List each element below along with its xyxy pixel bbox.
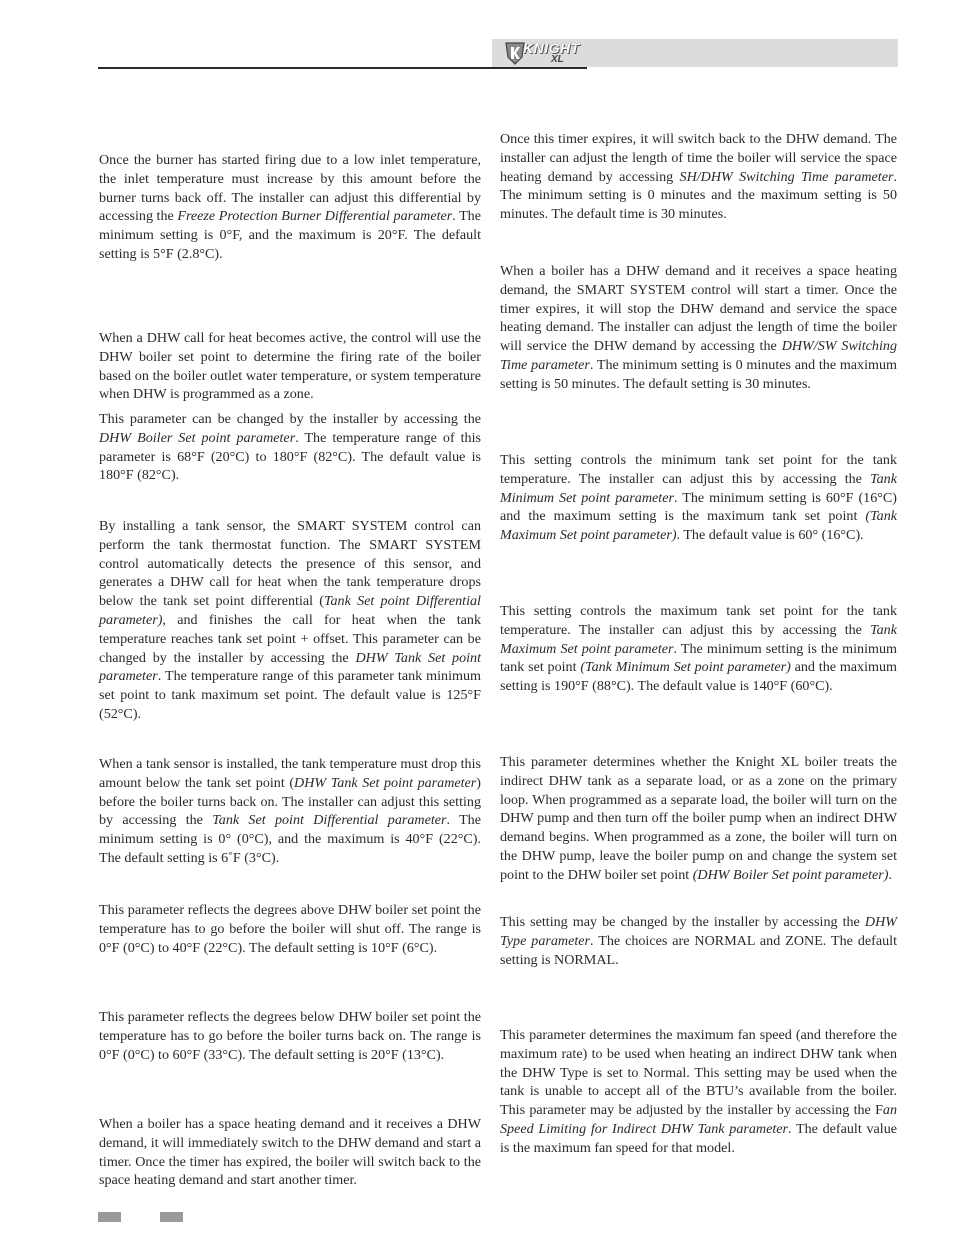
text-run: ) before the boiler turns back on. The installer can adjust this setting by accessing the: [99, 774, 481, 829]
text-run: .: [888, 866, 892, 883]
parameter-name: DHW Type parameter: [500, 914, 897, 949]
text-run: When a boiler has a space heating demand and it receives a DHW demand, it will immediately switch to the DHW demand and start a timer. Once the timer has expired, the boiler will switch back to the space heating demand and start another timer.: [99, 1116, 481, 1189]
text-run: . The choices are NORMAL and ZONE. The default setting is NORMAL.: [500, 932, 897, 968]
parameter-name: (Tank Maximum Set point parameter): [500, 508, 897, 544]
text-run: . The minimum setting is 0 minutes and the maximum setting is 50 minutes. The default time is 30 minutes.: [500, 168, 897, 223]
paragraph-dhw-boiler-setpoint-range: [99, 410, 481, 485]
paragraph-tank-setpoint-differential: [99, 755, 481, 868]
text-run: . The minimum setting is 0° (0°C), and the maximum is 40°F (22°C). The default setting is 6˚F (3°C).: [99, 812, 481, 866]
paragraph-dhw-sh-switching: [99, 1115, 481, 1190]
paragraph-dhw-type-parameter: [500, 913, 897, 969]
text-run: . The temperature range of this parameter is 68°F (20°C) to 180°F (82°C). The default value is 180°F (82°C).: [99, 429, 482, 484]
parameter-name: Tank Set point Differential parameter): [99, 593, 481, 628]
parameter-name: DHW Tank Set point parameter: [99, 649, 481, 685]
parameter-name: (DHW Boiler Set point parameter): [692, 866, 889, 883]
text-run: and the maximum setting is 190°F (88°C). The default value is 140°F (60°C).: [500, 659, 897, 695]
text-run: . The default value is 60° (16°C).: [676, 527, 864, 544]
text-run: When a tank sensor is installed, the tank temperature must drop this amount below the tank set point (: [99, 756, 482, 791]
paragraph-dhw-sw-switching-time: [500, 262, 897, 394]
text-run: This setting may be changed by the installer by accessing the: [500, 914, 865, 930]
parameter-name: an Speed Limiting for Indirect DHW Tank parameter: [500, 1102, 897, 1137]
parameter-name: DHW Boiler Set point parameter: [99, 429, 296, 446]
paragraph-dhw-off-differential: [99, 901, 481, 957]
text-run: This setting controls the maximum tank set point for the tank temperature. The installer can adjust this by accessing the: [500, 603, 897, 638]
text-run: This parameter determines whether the Knight XL boiler treats the indirect DHW tank as a separate load, or as a zone on the primary loop. When programmed as a separate load, the boiler will turn on the DHW pump and then turn off the boiler pump when an indirect DHW demand begins. When programmed as a zone, the boiler will turn on the DHW pump, leave the boiler pump on and change the system set point to the DHW boiler set point: [500, 754, 897, 883]
parameter-name: Tank Set point Differential parameter: [212, 812, 447, 829]
parameter-name: DHW Tank Set point parameter: [294, 774, 477, 791]
text-run: . The temperature range of this parameter tank minimum set point to tank maximum set point. The default value is 125°F (52°C).: [99, 668, 481, 722]
logo-text: KNIGHT: [523, 40, 580, 56]
shield-icon: [505, 41, 525, 65]
header-rule: [98, 67, 587, 69]
parameter-name: Freeze Protection Burner Differential parameter: [177, 208, 453, 225]
text-run: When a DHW call for heat becomes active, the control will use the DHW boiler set point to determine the firing rate of the boiler based on the boiler outlet water temperature, or system temperature when DHW is programmed as a zone.: [99, 330, 481, 403]
parameter-name: Tank Maximum Set point parameter: [500, 621, 897, 657]
text-run: This setting controls the minimum tank set point for the tank temperature. The installer can adjust this by accessing the: [500, 452, 897, 487]
paragraph-dhw-boiler-setpoint-intro: [99, 329, 481, 404]
text-run: When a boiler has a DHW demand and it receives a space heating demand, the SMART SYSTEM control will start a timer. Once the timer expires, it will stop the DHW demand and service the space heating demand. The installer can adjust the length of time the boiler will service the DHW demand by accessing the: [500, 263, 897, 355]
knight-xl-logo: [505, 39, 585, 67]
text-run: Once this timer expires, it will switch back to the DHW demand. The installer can adjust the length of time the boiler will service the space heating demand by accessing: [500, 131, 897, 185]
paragraph-freeze-burner-differential: [99, 151, 481, 264]
paragraph-dhw-type-description: [500, 753, 897, 885]
text-run: . The minimum setting is 0 minutes and the maximum setting is 50 minutes. The default setting is 30 minutes.: [500, 356, 897, 392]
text-run: This parameter determines the maximum fan speed (and therefore the maximum rate) to be used when heating an indirect DHW tank when the DHW Type is set to Normal. This setting may be used when the tank is unable to accept all of the BTU’s available from the boiler. This parameter may be adjusted by the installer by accessing the F: [500, 1027, 897, 1119]
text-run: By installing a tank sensor, the SMART SYSTEM control can perform the tank thermostat function. The SMART SYSTEM control automatically detects the presence of this sensor, and generates a DHW call for heat when the tank temperature drops below the tank set point differential (: [99, 518, 481, 610]
footer-page-box: [98, 1212, 121, 1222]
text-run: . The minimum setting is 0°F, and the maximum is 20°F. The default setting is 5°F (2.8°C).: [99, 208, 481, 262]
parameter-name: (Tank Minimum Set point parameter): [580, 659, 791, 676]
text-run: . The minimum setting is 60°F (16°C) and the maximum setting is the maximum tank set point: [500, 489, 898, 525]
text-run: , and finishes the call for heat when the tank temperature reaches tank set point + offset. This parameter can be changed by the installer by accessing the: [99, 611, 481, 666]
parameter-name: DHW/SW Switching Time parameter: [500, 338, 897, 373]
paragraph-dhw-on-differential: [99, 1008, 481, 1064]
text-run: Once the burner has started firing due to a low inlet temperature, the inlet temperature must increase by this amount before the burner turns back off. The installer can adjust this differential by accessing the: [99, 152, 481, 225]
text-run: . The minimum setting is the minimum tank set point: [500, 640, 897, 676]
parameter-name: Tank Minimum Set point parameter: [500, 470, 897, 506]
paragraph-fan-speed-limiting: [500, 1026, 897, 1158]
parameter-name: SH/DHW Switching Time parameter: [679, 168, 894, 185]
text-run: This parameter reflects the degrees above DHW boiler set point the temperature has to go before the boiler will shut off. The range is 0°F (0°C) to 40°F (22°C). The default setting is 10°F (6°C).: [99, 902, 481, 956]
paragraph-tank-maximum-setpoint: [500, 602, 897, 696]
paragraph-sh-dhw-switching-time: [500, 130, 897, 224]
footer-section-box: [160, 1212, 183, 1222]
paragraph-tank-minimum-setpoint: [500, 451, 897, 545]
logo-sub: XL: [551, 54, 564, 65]
text-run: This parameter reflects the degrees below DHW boiler set point the temperature has to go before the boiler turns back on. The range is 0°F (0°C) to 60°F (33°C). The default setting is 20°F (13°C).: [99, 1009, 481, 1063]
text-run: This parameter can be changed by the installer by accessing the: [99, 411, 481, 427]
text-run: . The default value is the maximum fan speed for that model.: [500, 1120, 897, 1156]
paragraph-tank-setpoint: [99, 517, 481, 724]
